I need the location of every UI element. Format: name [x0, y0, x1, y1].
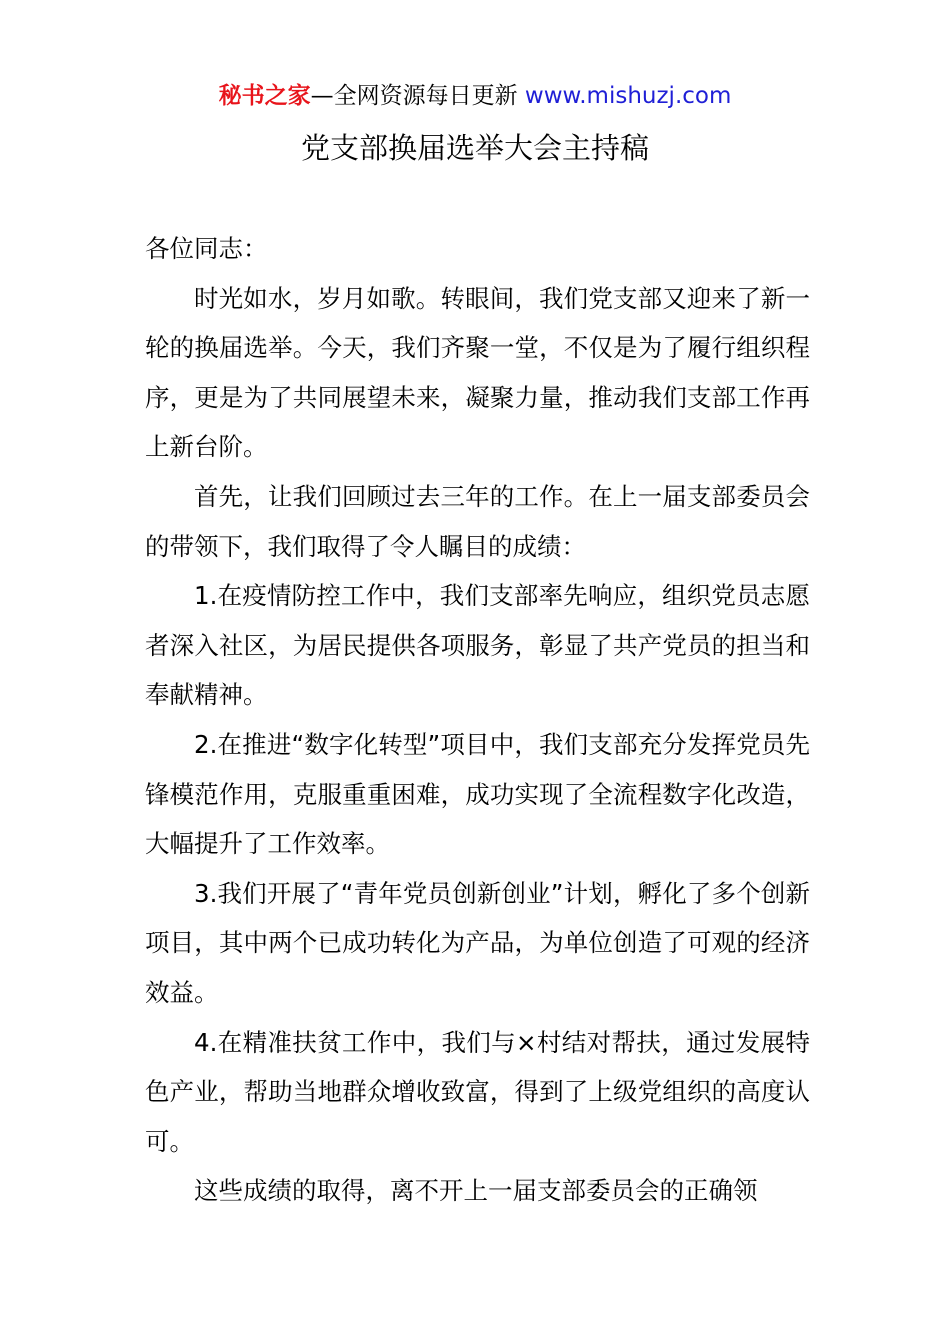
paragraph-item-1: 1.在疫情防控工作中，我们支部率先响应，组织党员志愿者深入社区，为居民提供各项服务，彰显了共产党员的担当和奉献精神。 — [145, 581, 810, 710]
paragraph-item-3: 3.我们开展了“青年党员创新创业”计划，孵化了多个创新项目，其中两个已成功转化为产品，为单位创造了可观的经济效益。 — [145, 878, 810, 1007]
paragraph-item-4: 4.在精准扶贫工作中，我们与×村结对帮扶，通过发展特色产业，帮助当地群众增收致富，得到了上级党组织的高度认可。 — [145, 1027, 810, 1156]
header-tagline: —全网资源每日更新 — [310, 83, 525, 109]
document-body — [145, 224, 810, 1216]
paragraph-conclusion: 这些成绩的取得，离不开上一届支部委员会的正确领 — [194, 1176, 758, 1206]
paragraph-item-2: 2.在推进“数字化转型”项目中，我们支部充分发挥党员先锋模范作用，克服重重困难，成功实现了全流程数字化改造，大幅提升了工作效率。 — [145, 729, 810, 859]
paragraph-review: 首先，让我们回顾过去三年的工作。在上一届支部委员会的带领下，我们取得了令人瞩目的成绩： — [145, 481, 810, 561]
brand-name: 秘书之家 — [218, 83, 311, 109]
site-url[interactable]: www.mishuzj.com — [524, 83, 732, 109]
salutation: 各位同志： — [145, 234, 268, 263]
paragraph-intro: 时光如水，岁月如歌。转眼间，我们党支部又迎来了新一轮的换届选举。今天，我们齐聚一堂，不仅是为了履行组织程序，更是为了共同展望未来，凝聚力量，推动我们支部工作再上新台阶。 — [145, 283, 810, 462]
document-title: 党支部换届选举大会主持稿 — [300, 131, 649, 165]
site-header — [0, 80, 950, 112]
